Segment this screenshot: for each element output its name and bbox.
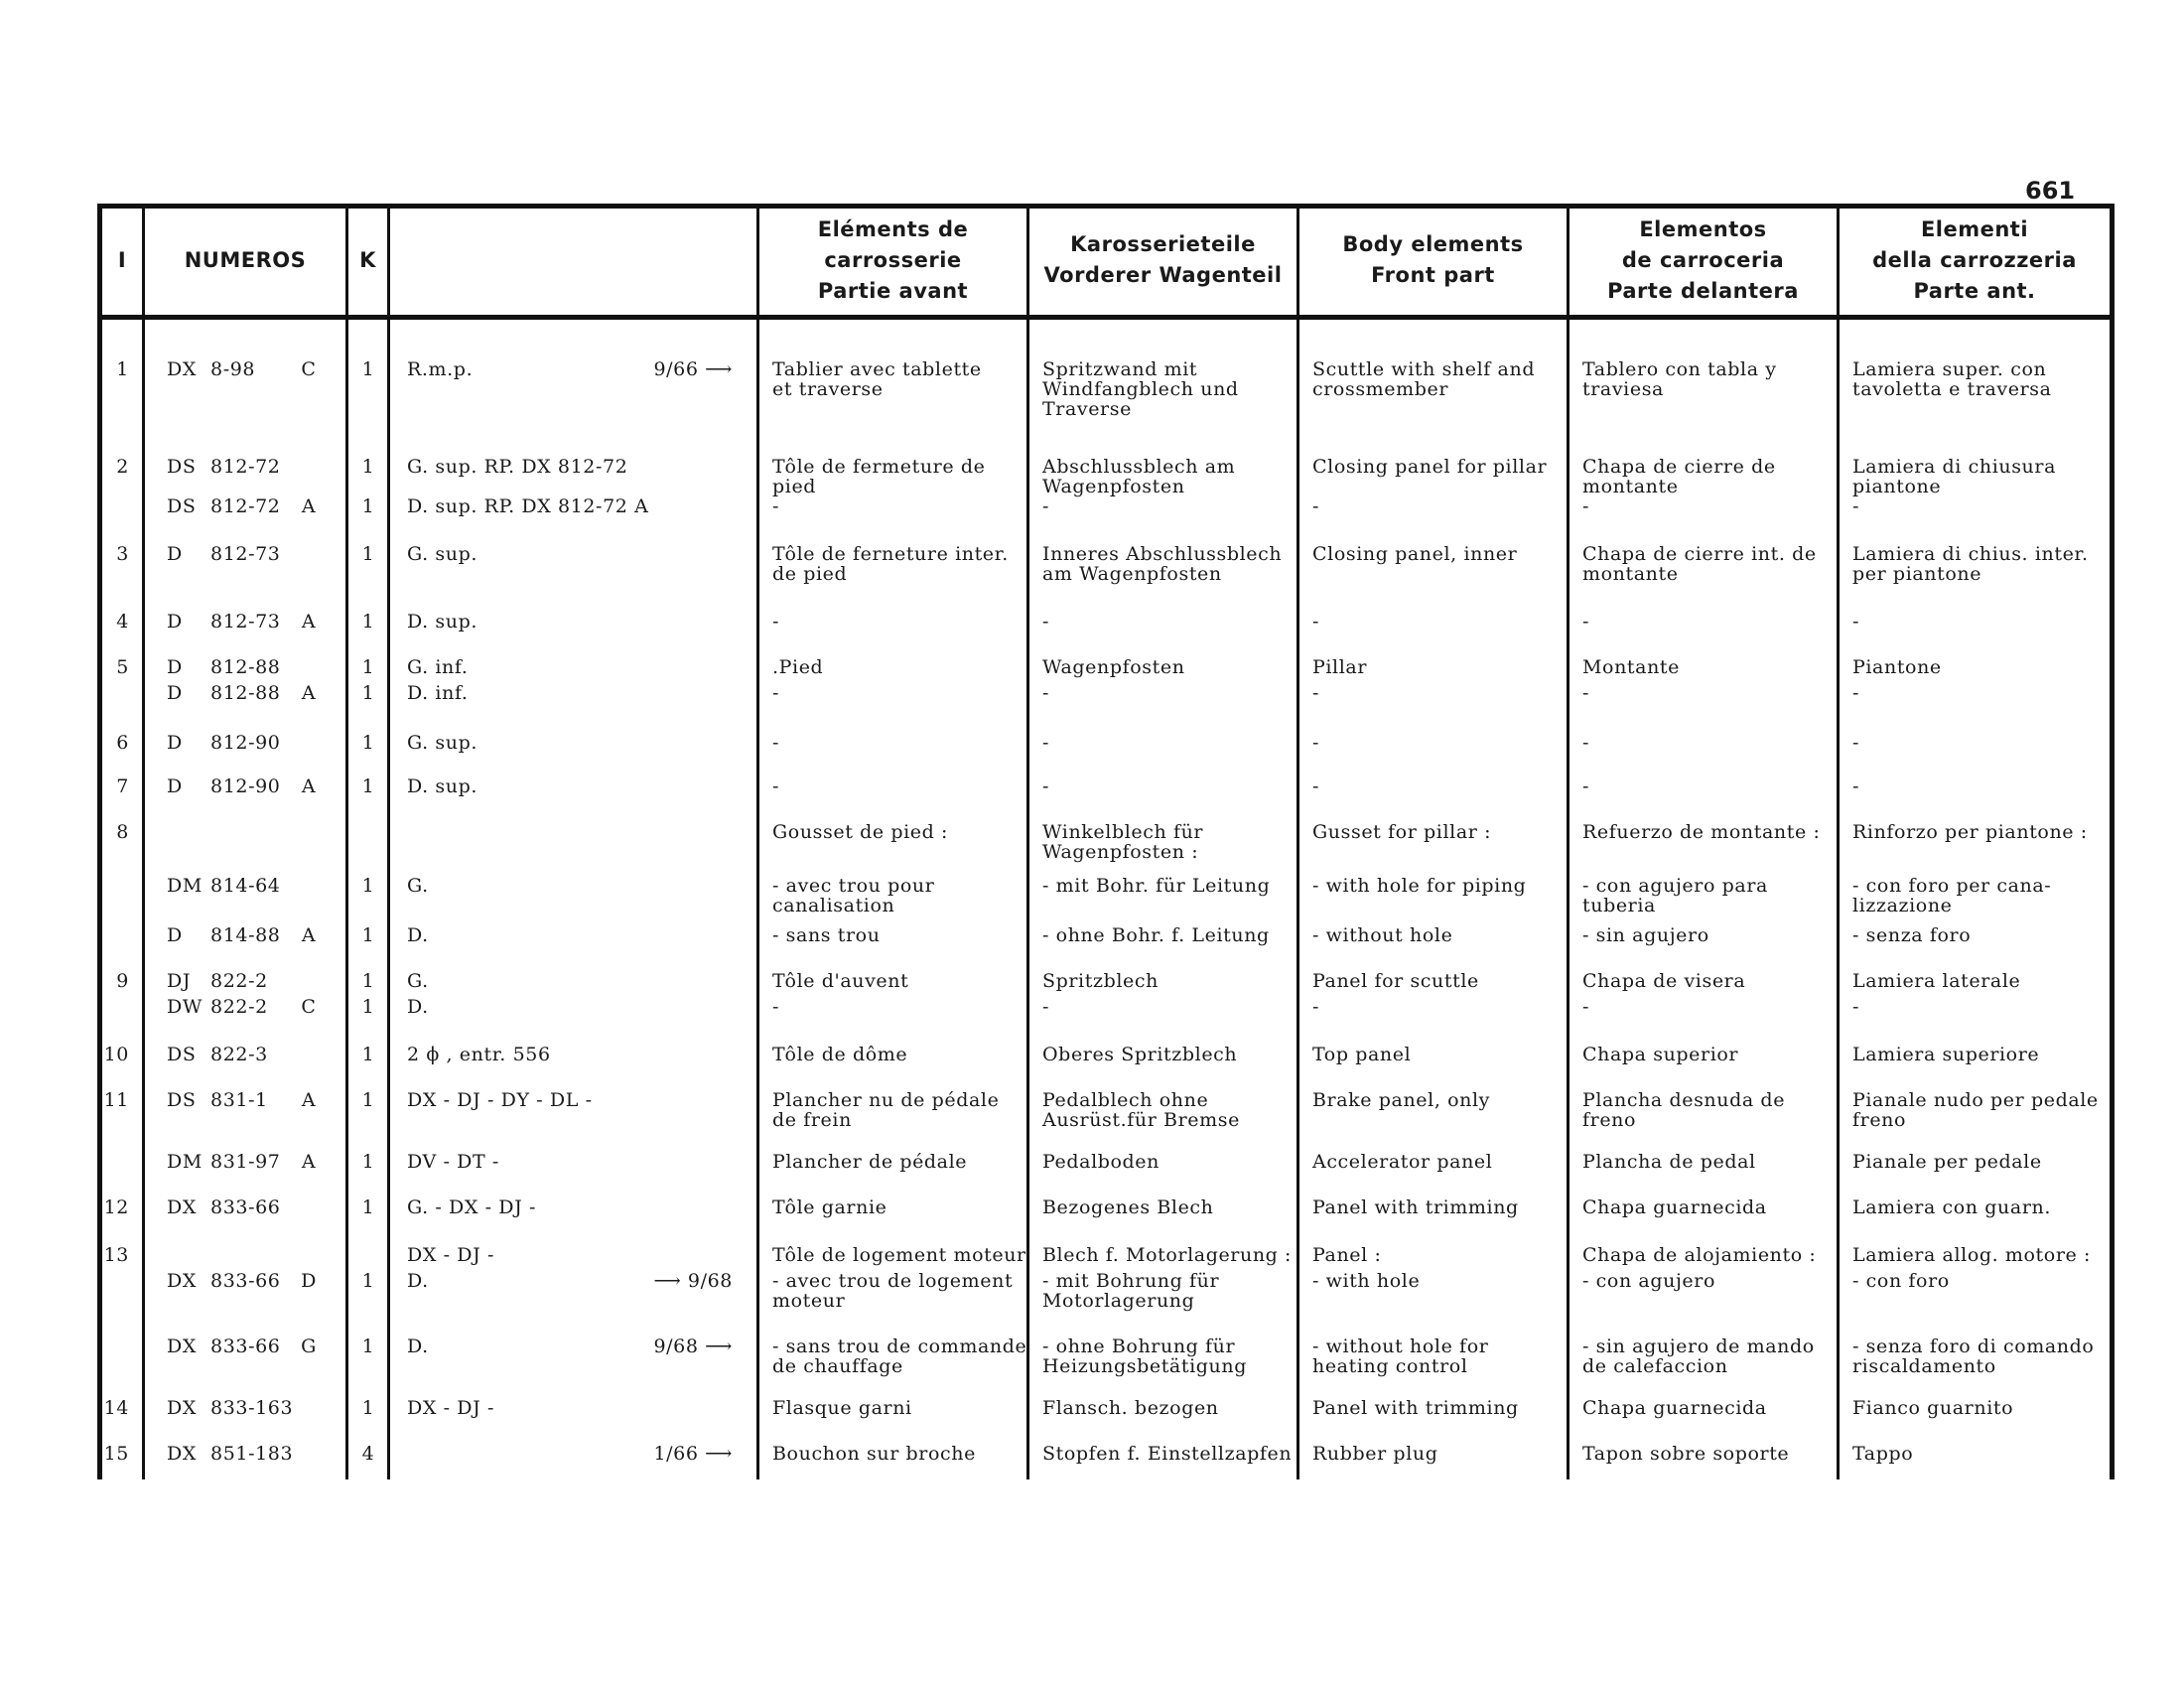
- part-suffix: G: [301, 1336, 317, 1357]
- row-index: 5: [116, 656, 129, 678]
- italian-name: -: [1852, 495, 1860, 517]
- spanish-name: Montante: [1582, 656, 1681, 678]
- description: G.: [407, 970, 429, 992]
- german-name: Stopfen f. Einstellzapfen: [1042, 1443, 1293, 1465]
- part-prefix: DX: [167, 358, 197, 380]
- part-prefix: DJ: [167, 970, 192, 992]
- italian-name: Lamiera di chiusura piantone: [1852, 456, 2056, 497]
- italian-name: - con foro per cana- lizzazione: [1852, 875, 2052, 916]
- part-number: 831-97: [210, 1151, 281, 1173]
- row-index: 4: [116, 611, 129, 633]
- french-name: Bouchon sur broche: [772, 1443, 976, 1465]
- italian-name: Lamiera allog. motore :: [1852, 1244, 2091, 1266]
- english-name: Accelerator panel: [1312, 1151, 1493, 1173]
- spanish-name: Plancha desnuda de freno: [1582, 1089, 1786, 1131]
- part-suffix: D: [301, 1270, 317, 1292]
- spanish-name: Tapon sobre soporte: [1582, 1443, 1790, 1465]
- spanish-name: - con agujero: [1582, 1270, 1715, 1292]
- french-name: -: [772, 732, 780, 754]
- part-number: 822-2: [210, 996, 268, 1018]
- quantity: 1: [361, 924, 375, 946]
- date-note: 1/66 ⟶: [653, 1443, 733, 1465]
- spanish-name: Chapa de cierre int. de montante: [1582, 543, 1817, 585]
- part-suffix: A: [301, 495, 317, 517]
- quantity: 1: [361, 611, 375, 633]
- german-name: - ohne Bohr. f. Leitung: [1042, 924, 1270, 946]
- english-name: Panel :: [1312, 1244, 1382, 1266]
- italian-name: Piantone: [1852, 656, 1942, 678]
- italian-name: - senza foro di comando riscaldamento: [1852, 1336, 2095, 1377]
- english-name: Rubber plug: [1312, 1443, 1438, 1465]
- german-name: Spritzblech: [1042, 970, 1159, 992]
- french-name: -: [772, 611, 780, 633]
- spanish-name: Chapa de cierre de montante: [1582, 456, 1776, 497]
- description: D. sup. RP. DX 812-72 A: [407, 495, 649, 517]
- part-number: 812-90: [210, 732, 281, 754]
- part-suffix: C: [301, 358, 317, 380]
- part-prefix: DM: [167, 1151, 203, 1173]
- german-name: - ohne Bohrung für Heizungsbetätigung: [1042, 1336, 1247, 1377]
- description: D.: [407, 996, 429, 1018]
- quantity: 1: [361, 1044, 375, 1065]
- part-number: 822-2: [210, 970, 268, 992]
- italian-name: -: [1852, 732, 1860, 754]
- french-name: -: [772, 682, 780, 704]
- quantity: 1: [361, 1270, 375, 1292]
- italian-name: Lamiera con guarn.: [1852, 1196, 2051, 1218]
- german-name: Spritzwand mit Windfangblech und Traverse: [1042, 358, 1239, 420]
- english-name: - with hole: [1312, 1270, 1421, 1292]
- description: D. inf.: [407, 682, 469, 704]
- french-name: - avec trou pour canalisation: [772, 875, 935, 916]
- row-index: 8: [116, 821, 129, 843]
- row-index: 12: [103, 1196, 129, 1218]
- part-prefix: DS: [167, 456, 197, 478]
- description: D. sup.: [407, 775, 478, 797]
- german-name: Flansch. bezogen: [1042, 1397, 1219, 1419]
- quantity: 1: [361, 543, 375, 565]
- english-name: Panel with trimming: [1312, 1196, 1519, 1218]
- part-number: 833-66: [210, 1270, 281, 1292]
- part-suffix: C: [301, 996, 317, 1018]
- spanish-name: -: [1582, 775, 1590, 797]
- part-number: 812-72: [210, 495, 281, 517]
- german-name: Oberes Spritzblech: [1042, 1044, 1238, 1065]
- spanish-name: -: [1582, 996, 1590, 1018]
- italian-name: - con foro: [1852, 1270, 1950, 1292]
- header-index: I: [117, 247, 127, 272]
- french-name: -: [772, 495, 780, 517]
- spanish-name: - sin agujero de mando de calefaccion: [1582, 1336, 1815, 1377]
- english-name: -: [1312, 495, 1320, 517]
- italian-name: Pianale nudo per pedale freno: [1852, 1089, 2099, 1131]
- column-divider: [1297, 204, 1299, 1479]
- quantity: 1: [361, 456, 375, 478]
- italian-name: -: [1852, 611, 1860, 633]
- italian-name: Lamiera superiore: [1852, 1044, 2040, 1065]
- date-note: 9/66 ⟶: [653, 358, 733, 380]
- description: D.: [407, 924, 429, 946]
- french-name: Tôle de fermeture de pied: [772, 456, 986, 497]
- column-divider: [142, 204, 145, 1479]
- description: D. sup.: [407, 611, 478, 633]
- english-name: Scuttle with shelf and crossmember: [1312, 358, 1536, 400]
- part-prefix: DX: [167, 1443, 197, 1465]
- page-number: 661: [2025, 177, 2076, 205]
- part-suffix: A: [301, 775, 317, 797]
- part-number: 812-72: [210, 456, 281, 478]
- english-name: - without hole for heating control: [1312, 1336, 1489, 1377]
- description: DX - DJ -: [407, 1397, 494, 1419]
- german-name: - mit Bohr. für Leitung: [1042, 875, 1271, 897]
- description: G.: [407, 875, 429, 897]
- quantity: 1: [361, 656, 375, 678]
- header-english: Body elements Front part: [1342, 232, 1524, 287]
- english-name: -: [1312, 682, 1320, 704]
- part-number: 8-98: [210, 358, 256, 380]
- description: R.m.p.: [407, 358, 474, 380]
- description: G. - DX - DJ -: [407, 1196, 537, 1218]
- french-name: -: [772, 775, 780, 797]
- french-name: Tôle garnie: [772, 1196, 887, 1218]
- english-name: -: [1312, 775, 1320, 797]
- description: G. sup.: [407, 543, 478, 565]
- row-index: 11: [103, 1089, 129, 1111]
- italian-name: -: [1852, 775, 1860, 797]
- italian-name: -: [1852, 996, 1860, 1018]
- description: G. sup.: [407, 732, 478, 754]
- french-name: -: [772, 996, 780, 1018]
- quantity: 1: [361, 875, 375, 897]
- german-name: -: [1042, 682, 1050, 704]
- part-suffix: A: [301, 611, 317, 633]
- italian-name: Lamiera super. con tavoletta e traversa: [1852, 358, 2052, 400]
- row-index: 10: [103, 1044, 129, 1065]
- spanish-name: -: [1582, 495, 1590, 517]
- spanish-name: - con agujero para tuberia: [1582, 875, 1768, 916]
- quantity: 4: [361, 1443, 375, 1465]
- german-name: -: [1042, 775, 1050, 797]
- row-index: 14: [103, 1397, 129, 1419]
- quantity: 1: [361, 996, 375, 1018]
- french-name: Flasque garni: [772, 1397, 912, 1419]
- description: D.: [407, 1336, 429, 1357]
- row-index: 13: [103, 1244, 129, 1266]
- part-prefix: D: [167, 543, 183, 565]
- french-name: Plancher de pédale: [772, 1151, 968, 1173]
- spanish-name: Chapa guarnecida: [1582, 1397, 1767, 1419]
- part-number: 812-88: [210, 656, 281, 678]
- french-name: - sans trou de commande de chauffage: [772, 1336, 1027, 1377]
- spanish-name: Chapa de visera: [1582, 970, 1746, 992]
- header-numeros: NUMEROS: [184, 247, 307, 272]
- header-french: Eléments de carrosserie Partie avant: [817, 216, 969, 303]
- column-divider: [345, 204, 348, 1479]
- quantity: 1: [361, 358, 375, 380]
- header-italian: Elementi della carrozzeria Parte ant.: [1872, 216, 2077, 303]
- english-name: Closing panel, inner: [1312, 543, 1518, 565]
- part-number: 833-66: [210, 1336, 281, 1357]
- quantity: 1: [361, 1151, 375, 1173]
- english-name: Panel with trimming: [1312, 1397, 1519, 1419]
- column-divider: [756, 204, 759, 1479]
- spanish-name: Refuerzo de montante :: [1582, 821, 1821, 843]
- part-suffix: A: [301, 1151, 317, 1173]
- quantity: 1: [361, 495, 375, 517]
- column-divider: [1026, 204, 1029, 1479]
- description: DX - DJ - DY - DL -: [407, 1089, 593, 1111]
- italian-name: Pianale per pedale: [1852, 1151, 2042, 1173]
- spanish-name: -: [1582, 611, 1590, 633]
- italian-name: Rinforzo per piantone :: [1852, 821, 2088, 843]
- part-prefix: D: [167, 924, 183, 946]
- row-index: 6: [116, 732, 129, 754]
- description: 2 ϕ , entr. 556: [407, 1044, 551, 1065]
- row-index: 15: [103, 1443, 129, 1465]
- french-name: Tôle de logement moteur: [772, 1244, 1026, 1266]
- part-number: 812-90: [210, 775, 281, 797]
- quantity: 1: [361, 1336, 375, 1357]
- header-rule: [97, 315, 2115, 320]
- spanish-name: Chapa guarnecida: [1582, 1196, 1767, 1218]
- english-name: Pillar: [1312, 656, 1368, 678]
- german-name: -: [1042, 495, 1050, 517]
- description: DV - DT -: [407, 1151, 499, 1173]
- spanish-name: Tablero con tabla y traviesa: [1582, 358, 1777, 400]
- spanish-name: Chapa superior: [1582, 1044, 1739, 1065]
- row-index: 3: [116, 543, 129, 565]
- french-name: - avec trou de logement moteur: [772, 1270, 1014, 1312]
- part-prefix: D: [167, 611, 183, 633]
- part-number: 851-183: [210, 1443, 294, 1465]
- part-prefix: D: [167, 656, 183, 678]
- part-suffix: A: [301, 682, 317, 704]
- spanish-name: - sin agujero: [1582, 924, 1709, 946]
- part-prefix: DX: [167, 1270, 197, 1292]
- french-name: Tôle de ferneture inter. de pied: [772, 543, 1009, 585]
- part-suffix: A: [301, 924, 317, 946]
- spanish-name: Chapa de alojamiento :: [1582, 1244, 1817, 1266]
- french-name: Tablier avec tablette et traverse: [772, 358, 982, 400]
- row-index: 2: [116, 456, 129, 478]
- quantity: 1: [361, 775, 375, 797]
- description: G. sup. RP. DX 812-72: [407, 456, 628, 478]
- row-index: 1: [116, 358, 129, 380]
- german-name: Inneres Abschlussblech am Wagenpfosten: [1042, 543, 1283, 585]
- italian-name: Lamiera di chius. inter. per piantone: [1852, 543, 2089, 585]
- part-number: 814-88: [210, 924, 281, 946]
- german-name: Pedalblech ohne Ausrüst.für Bremse: [1042, 1089, 1240, 1131]
- quantity: 1: [361, 1196, 375, 1218]
- part-number: 812-88: [210, 682, 281, 704]
- english-name: -: [1312, 611, 1320, 633]
- french-name: Tôle d'auvent: [772, 970, 909, 992]
- spanish-name: Plancha de pedal: [1582, 1151, 1756, 1173]
- german-name: - mit Bohrung für Motorlagerung: [1042, 1270, 1220, 1312]
- french-name: Gousset de pied :: [772, 821, 949, 843]
- column-divider: [387, 204, 390, 1479]
- part-number: 812-73: [210, 611, 281, 633]
- part-prefix: DW: [167, 996, 203, 1018]
- part-prefix: DS: [167, 495, 197, 517]
- part-prefix: DS: [167, 1089, 197, 1111]
- row-index: 7: [116, 775, 129, 797]
- quantity: 1: [361, 732, 375, 754]
- german-name: -: [1042, 611, 1050, 633]
- french-name: Tôle de dôme: [772, 1044, 908, 1065]
- italian-name: -: [1852, 682, 1860, 704]
- column-divider: [1837, 204, 1840, 1479]
- quantity: 1: [361, 1089, 375, 1111]
- column-divider: [1567, 204, 1570, 1479]
- quantity: 1: [361, 970, 375, 992]
- english-name: Panel for scuttle: [1312, 970, 1479, 992]
- english-name: Gusset for pillar :: [1312, 821, 1492, 843]
- german-name: Blech f. Motorlagerung :: [1042, 1244, 1293, 1266]
- part-prefix: D: [167, 775, 183, 797]
- english-name: Brake panel, only: [1312, 1089, 1490, 1111]
- header-k: K: [359, 247, 376, 272]
- part-number: 833-163: [210, 1397, 294, 1419]
- description: D.: [407, 1270, 429, 1292]
- part-number: 814-64: [210, 875, 281, 897]
- description: DX - DJ -: [407, 1244, 494, 1266]
- part-prefix: D: [167, 732, 183, 754]
- part-prefix: DM: [167, 875, 203, 897]
- german-name: Pedalboden: [1042, 1151, 1160, 1173]
- german-name: -: [1042, 732, 1050, 754]
- part-prefix: D: [167, 682, 183, 704]
- french-name: .Pied: [772, 656, 824, 678]
- english-name: - without hole: [1312, 924, 1453, 946]
- english-name: Top panel: [1312, 1044, 1412, 1065]
- spanish-name: -: [1582, 732, 1590, 754]
- part-prefix: DX: [167, 1196, 197, 1218]
- header-spanish: Elementos de carroceria Parte delantera: [1607, 216, 1799, 303]
- part-number: 831-1: [210, 1089, 268, 1111]
- part-prefix: DX: [167, 1397, 197, 1419]
- part-number: 822-3: [210, 1044, 268, 1065]
- part-prefix: DX: [167, 1336, 197, 1357]
- spanish-name: -: [1582, 682, 1590, 704]
- german-name: -: [1042, 996, 1050, 1018]
- english-name: -: [1312, 996, 1320, 1018]
- part-number: 812-73: [210, 543, 281, 565]
- german-name: Bezogenes Blech: [1042, 1196, 1214, 1218]
- german-name: Winkelblech für Wagenpfosten :: [1042, 821, 1204, 863]
- date-note: ⟶ 9/68: [653, 1270, 733, 1292]
- italian-name: Tappo: [1852, 1443, 1914, 1465]
- french-name: Plancher nu de pédale de frein: [772, 1089, 1000, 1131]
- part-suffix: A: [301, 1089, 317, 1111]
- french-name: - sans trou: [772, 924, 881, 946]
- italian-name: - senza foro: [1852, 924, 1972, 946]
- description: G. inf.: [407, 656, 469, 678]
- english-name: -: [1312, 732, 1320, 754]
- german-name: Abschlussblech am Wagenpfosten: [1042, 456, 1236, 497]
- german-name: Wagenpfosten: [1042, 656, 1185, 678]
- date-note: 9/68 ⟶: [653, 1336, 733, 1357]
- row-index: 9: [116, 970, 129, 992]
- english-name: - with hole for piping: [1312, 875, 1527, 897]
- quantity: 1: [361, 682, 375, 704]
- italian-name: Fianco guarnito: [1852, 1397, 2014, 1419]
- quantity: 1: [361, 1397, 375, 1419]
- english-name: Closing panel for pillar: [1312, 456, 1548, 478]
- part-number: 833-66: [210, 1196, 281, 1218]
- part-prefix: DS: [167, 1044, 197, 1065]
- header-german: Karosserieteile Vorderer Wagenteil: [1043, 232, 1283, 287]
- italian-name: Lamiera laterale: [1852, 970, 2021, 992]
